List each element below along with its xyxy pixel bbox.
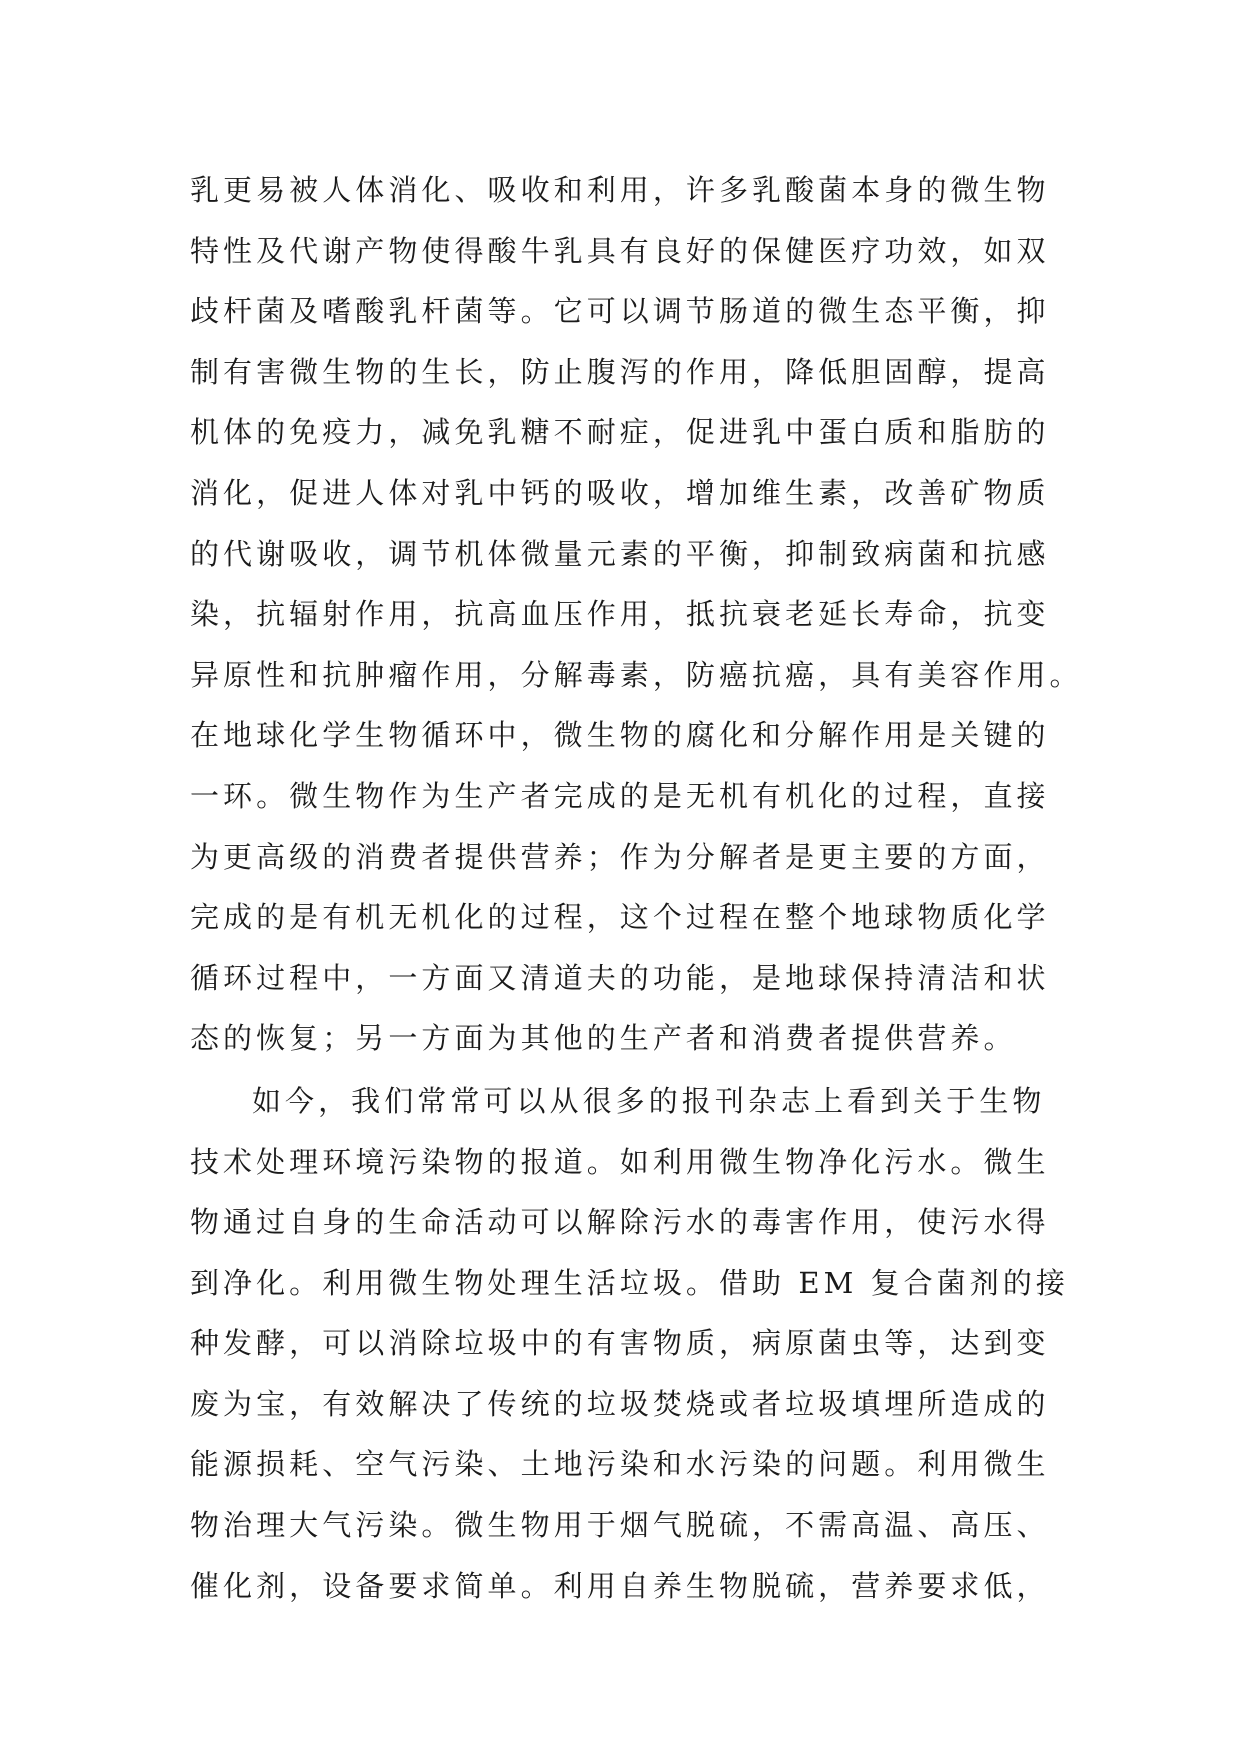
text-line: 为更高级的消费者提供营养；作为分解者是更主要的方面， <box>190 839 1050 874</box>
text-line: 态的恢复；另一方面为其他的生产者和消费者提供营养。 <box>190 1021 1017 1056</box>
text-line: 能源损耗、空气污染、土地污染和水污染的问题。利用微生 <box>190 1447 1050 1482</box>
text-line: 催化剂，设备要求简单。利用自养生物脱硫，营养要求低， <box>190 1568 1050 1603</box>
text-line: 循环过程中，一方面又清道夫的功能，是地球保持清洁和状 <box>190 960 1050 995</box>
text-line: 废为宝，有效解决了传统的垃圾焚烧或者垃圾填埋所造成的 <box>190 1386 1050 1421</box>
text-line: 物通过自身的生命活动可以解除污水的毒害作用，使污水得 <box>190 1205 1050 1240</box>
text-line: 制有害微生物的生长，防止腹泻的作用，降低胆固醇，提高 <box>190 354 1050 389</box>
text-line: 种发酵，可以消除垃圾中的有害物质，病原菌虫等，达到变 <box>190 1326 1050 1361</box>
text-line: 歧杆菌及嗜酸乳杆菌等。它可以调节肠道的微生态平衡，抑 <box>190 294 1050 329</box>
text-line: 乳更易被人体消化、吸收和利用，许多乳酸菌本身的微生物 <box>190 173 1050 207</box>
text-line: 技术处理环境污染物的报道。如利用微生物净化污水。微生 <box>190 1144 1050 1179</box>
text-line: 在地球化学生物循环中，微生物的腐化和分解作用是关键的 <box>190 718 1050 753</box>
paragraph-1 <box>190 160 1083 1069</box>
text-line: 染，抗辐射作用，抗高血压作用，抵抗衰老延长寿命，抗变 <box>190 597 1050 632</box>
text-line: 消化，促进人体对乳中钙的吸收，增加维生素，改善矿物质 <box>190 475 1050 510</box>
text-line: 异原性和抗肿瘤作用，分解毒素，防癌抗癌，具有美容作用。 <box>190 657 1083 692</box>
text-line: 完成的是有机无机化的过程，这个过程在整个地球物质化学 <box>190 900 1050 935</box>
text-line: 机体的免疫力，减免乳糖不耐症，促进乳中蛋白质和脂肪的 <box>190 415 1050 450</box>
text-line: 到净化。利用微生物处理生活垃圾。借助 EM 复合菌剂的接 <box>190 1265 1069 1300</box>
text-line: 的代谢吸收，调节机体微量元素的平衡，抑制致病菌和抗感 <box>190 536 1050 571</box>
text-line: 如今，我们常常可以从很多的报刊杂志上看到关于生物 <box>252 1083 1046 1118</box>
paragraph-2 <box>190 1071 1069 1616</box>
text-line: 物治理大气污染。微生物用于烟气脱硫，不需高温、高压、 <box>190 1508 1050 1543</box>
body-text <box>190 160 1083 1616</box>
text-line: 一环。微生物作为生产者完成的是无机有机化的过程，直接 <box>190 778 1050 813</box>
text-line: 特性及代谢产物使得酸牛乳具有良好的保健医疗功效，如双 <box>190 233 1050 268</box>
